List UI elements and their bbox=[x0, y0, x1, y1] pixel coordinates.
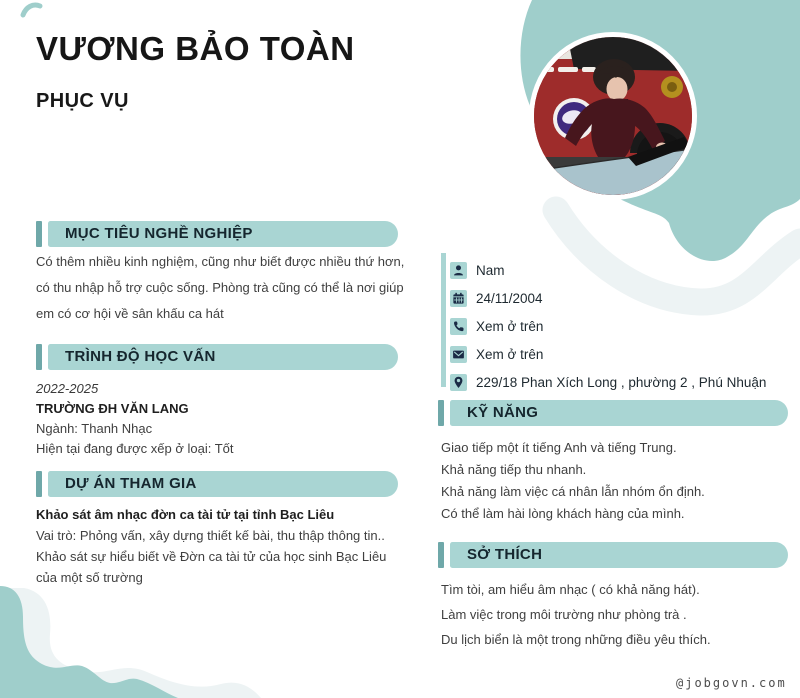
section-accent-bar bbox=[438, 542, 444, 568]
teal-tick-top-left bbox=[23, 5, 40, 15]
info-row-email bbox=[450, 340, 790, 368]
job-title: PHỤC VỤ bbox=[36, 90, 129, 112]
education-major: Ngành: Thanh Nhạc bbox=[36, 421, 153, 436]
info-value: Xem ở trên bbox=[476, 346, 544, 362]
section-title: DỰ ÁN THAM GIA bbox=[48, 471, 398, 497]
education-period: 2022-2025 bbox=[36, 381, 99, 396]
objective-text: Có thêm nhiều kinh nghiệm, cũng như biết được nhiều thứ hơn, có thu nhập hỗ trợ cuộc sống. Phòng trà cũng có thể là nơi giúp em có cơ hội về sân khấu ca hát bbox=[36, 254, 405, 321]
personal-info-list bbox=[450, 256, 790, 396]
project-description: Khảo sát sự hiểu biết về Đờn ca tài tử của học sinh Bạc Liêu của một số trường bbox=[36, 549, 387, 585]
section-title: MỤC TIÊU NGHỀ NGHIỆP bbox=[48, 221, 398, 247]
hobby-item: Làm việc trong môi trường như phòng trà . bbox=[441, 607, 687, 622]
info-row-phone bbox=[450, 312, 790, 340]
location-icon bbox=[450, 374, 467, 391]
info-row-gender bbox=[450, 256, 790, 284]
skill-item: Khả năng tiếp thu nhanh. bbox=[441, 462, 587, 477]
section-header-skills bbox=[438, 400, 788, 426]
section-accent-bar bbox=[36, 471, 42, 497]
info-value: Xem ở trên bbox=[476, 318, 544, 334]
project-role: Vai trò: Phỏng vấn, xây dựng thiết kế bài, thu thập thông tin.. bbox=[36, 528, 385, 543]
section-header-objective bbox=[36, 221, 398, 247]
skills-list bbox=[441, 437, 791, 525]
section-header-hobbies bbox=[438, 542, 788, 568]
phone-icon bbox=[450, 318, 467, 335]
calendar-icon bbox=[450, 290, 467, 307]
section-title: TRÌNH ĐỘ HỌC VẤN bbox=[48, 344, 398, 370]
education-grade: Hiện tại đang được xếp ở loại: Tốt bbox=[36, 441, 234, 456]
info-value: 229/18 Phan Xích Long , phường 2 , Phú Nhuận bbox=[476, 374, 767, 390]
profile-photo bbox=[529, 32, 697, 200]
info-row-birthdate bbox=[450, 284, 790, 312]
projects-block bbox=[36, 504, 410, 588]
section-title: SỞ THÍCH bbox=[450, 542, 788, 568]
section-accent-bar bbox=[36, 221, 42, 247]
section-title: KỸ NĂNG bbox=[450, 400, 788, 426]
section-header-education bbox=[36, 344, 398, 370]
echo-wave-bottom-left bbox=[0, 588, 261, 698]
teal-wave-bottom-left bbox=[0, 586, 178, 698]
info-row-address bbox=[450, 368, 790, 396]
project-title: Khảo sát âm nhạc đờn ca tài tử tại tỉnh Bạc Liêu bbox=[36, 507, 335, 522]
profile-photo-illustration bbox=[534, 37, 692, 195]
info-value: Nam bbox=[476, 262, 505, 278]
skill-item: Khả năng làm việc cá nhân lẫn nhóm ổn định. bbox=[441, 484, 705, 499]
person-icon bbox=[450, 262, 467, 279]
hobbies-list bbox=[441, 577, 791, 652]
candidate-name: VƯƠNG BẢO TOÀN bbox=[36, 30, 355, 67]
info-value: 24/11/2004 bbox=[476, 290, 543, 306]
hobby-item: Tìm tòi, am hiểu âm nhạc ( có khả năng hát). bbox=[441, 582, 700, 597]
section-accent-bar bbox=[438, 400, 444, 426]
watermark: @jobgovn.com bbox=[676, 676, 787, 690]
section-accent-bar bbox=[36, 344, 42, 370]
email-icon bbox=[450, 346, 467, 363]
education-block bbox=[36, 379, 408, 459]
info-left-rule bbox=[441, 253, 446, 387]
section-header-projects bbox=[36, 471, 398, 497]
education-school: TRƯỜNG ĐH VĂN LANG bbox=[36, 401, 189, 416]
hobby-item: Du lịch biển là một trong những điều yêu thích. bbox=[441, 632, 711, 647]
skill-item: Giao tiếp một ít tiếng Anh và tiếng Trung. bbox=[441, 440, 677, 455]
skill-item: Có thể làm hài lòng khách hàng của mình. bbox=[441, 506, 685, 521]
